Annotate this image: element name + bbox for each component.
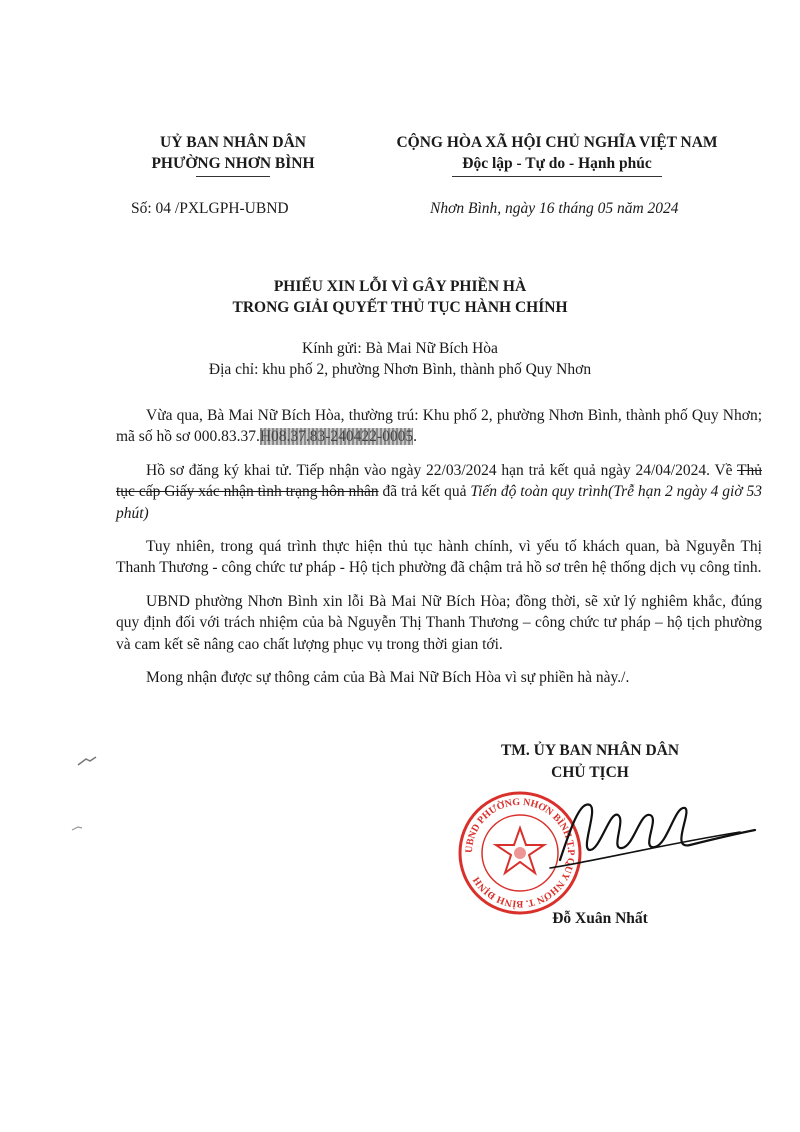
handwritten-signature	[540, 790, 770, 880]
national-title: CỘNG HÒA XÃ HỘI CHỦ NGHĨA VIỆT NAM	[396, 134, 718, 151]
recipient-block	[0, 338, 800, 380]
paragraph-5: Mong nhận được sự thông cảm của Bà Mai Nữ Bích Hòa vì sự phiền hà này./.	[146, 669, 630, 687]
signature-title	[470, 740, 710, 784]
paragraph-1-text: Vừa qua, Bà Mai Nữ Bích Hòa, thường trú: Khu phố 2, phường Nhơn Bình, thành phố Quy Nhơn; mã số hồ sơ 000.83.37.	[116, 407, 762, 446]
progress-note: Tiến độ toàn quy trình(Trễ hạn 2 ngày 4 giờ 53 phút)	[116, 483, 762, 522]
document-title	[0, 276, 800, 318]
redacted-file-code: H08.37.83-240422-0005	[259, 428, 414, 446]
paragraph-1	[116, 405, 762, 448]
paragraph-2-text: Hồ sơ đăng ký khai tử. Tiếp nhận vào ngày 22/03/2024 hạn trả kết quả ngày 24/04/2024. Về	[146, 461, 738, 479]
letter-body	[116, 405, 762, 700]
paragraph-4: UBND phường Nhơn Bình xin lỗi Bà Mai Nữ Bích Hòa; đồng thời, sẽ xử lý nghiêm khắc, đúng quy định đối với trách nhiệm của bà Nguyễn Thị Thanh Thương – công chức tư pháp – hộ tịch phường và cam kết sẽ nâng cao chất lượng phục vụ trong thời gian tới.	[116, 592, 762, 653]
paragraph-2	[116, 460, 762, 524]
title-line-2: TRONG GIẢI QUYẾT THỦ TỤC HÀNH CHÍNH	[232, 299, 568, 316]
title-line-1: PHIẾU XIN LỖI VÌ GÂY PHIỀN HÀ	[273, 278, 527, 295]
document-number: Số: 04 /PXLGPH-UBND	[131, 200, 289, 217]
motto-underline	[452, 176, 662, 177]
issuer-underline	[196, 176, 270, 177]
issuer-block	[118, 132, 348, 177]
paragraph-3: Tuy nhiên, trong quá trình thực hiện thủ tục hành chính, vì yếu tố khách quan, bà Nguyễn Thị Thanh Thương - công chức tư pháp - Hộ tịch phường đã chậm trả hồ sơ trên hệ thống dịch vụ công tỉnh.	[116, 538, 762, 577]
struck-procedure-name: Thủ tục cấp Giấy xác nhận tình trạng hôn nhân	[116, 461, 762, 501]
signer-name: Đỗ Xuân Nhất	[552, 910, 648, 927]
issuer-line-1: UỶ BAN NHÂN DÂN	[160, 134, 306, 151]
recipient-name: Kính gửi: Bà Mai Nữ Bích Hòa	[302, 340, 498, 357]
signature-line-2: CHỦ TỊCH	[551, 764, 629, 781]
recipient-address: Địa chỉ: khu phố 2, phường Nhơn Bình, thành phố Quy Nhơn	[208, 361, 592, 378]
seal-text: UBND PHƯỜNG NHƠN BÌNH T.P QUY NHƠN T. BÌNH ĐỊNH	[463, 796, 577, 910]
issuer-line-2: PHƯỜNG NHƠN BÌNH	[151, 155, 315, 172]
place-date: Nhơn Bình, ngày 16 tháng 05 năm 2024	[430, 200, 679, 217]
scan-artifact-icon	[70, 740, 120, 840]
signature-line-1: TM. ỦY BAN NHÂN DÂN	[500, 742, 680, 759]
motto: Độc lập - Tự do - Hạnh phúc	[462, 155, 652, 172]
national-motto-block	[352, 132, 762, 177]
paragraph-2-text-b: đã trả kết quả	[378, 483, 471, 501]
paragraph-1-end: .	[413, 428, 417, 446]
